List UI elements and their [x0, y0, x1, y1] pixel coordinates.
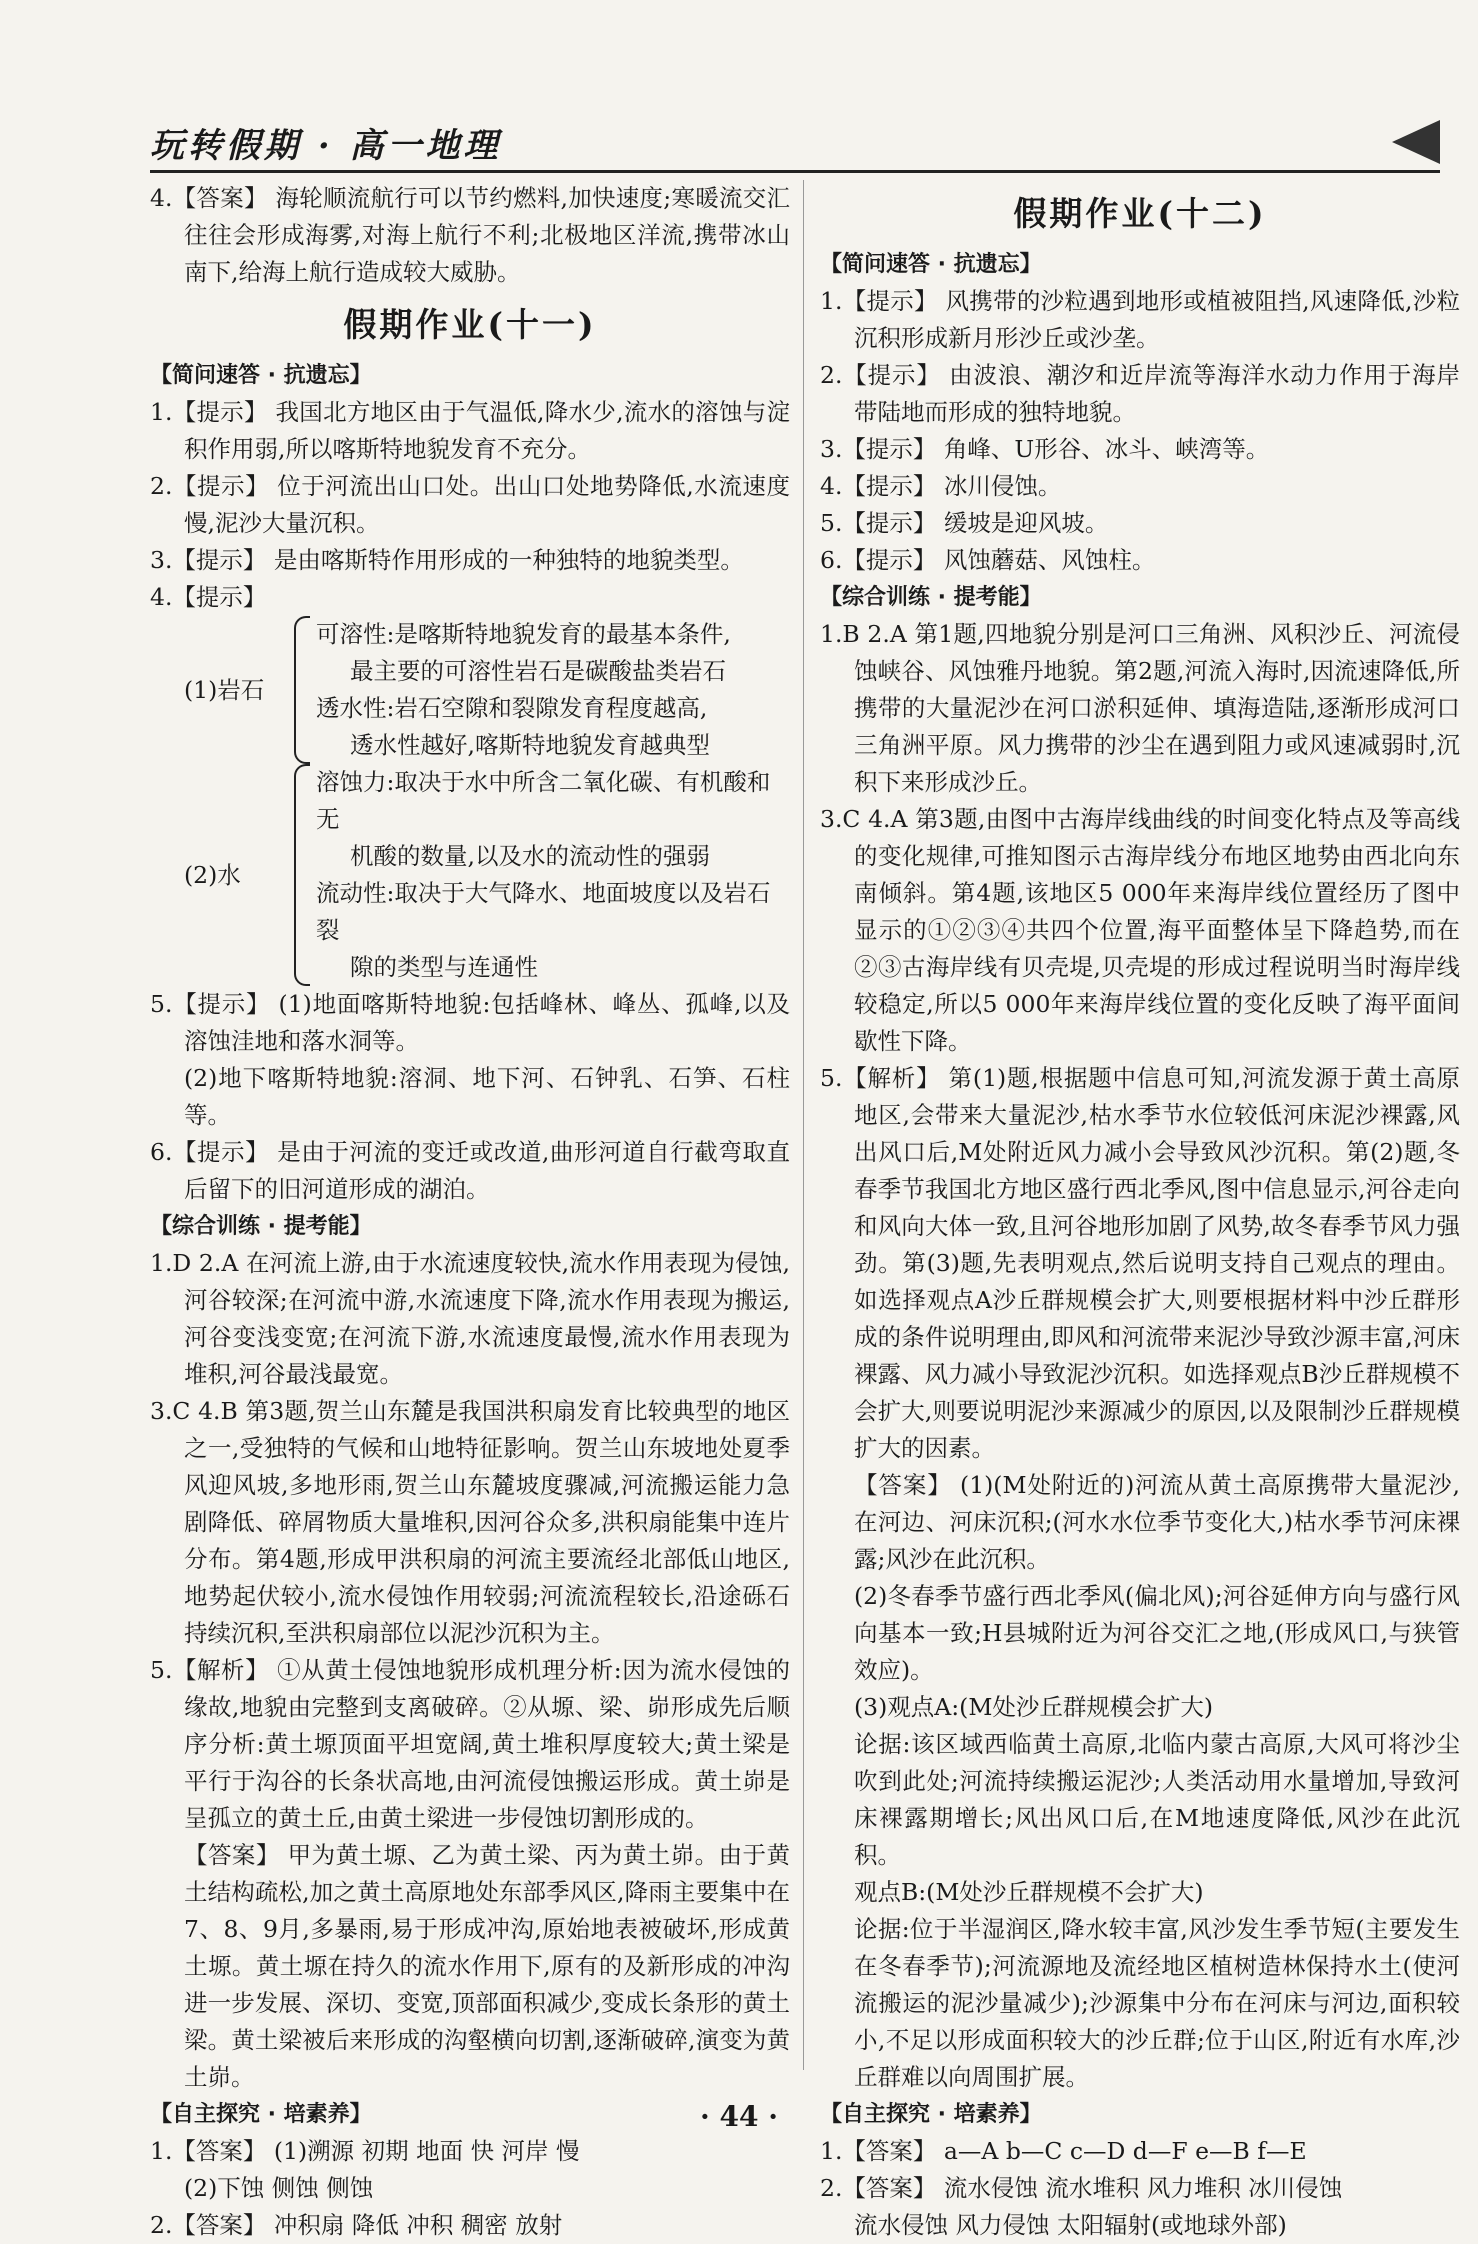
answer-4-top: 4.【答案】 海轮顺流航行可以节约燃料,加快速度;寒暖流交汇往往会形成海雾,对海上航行不利;北极地区洋流,携带冰山南下,给海上航行造成较大威胁。	[150, 184, 790, 286]
hint-3: 3.【提示】 角峰、U形谷、冰斗、峡湾等。	[820, 435, 1270, 463]
subsection-heading: 【自主探究 · 培素养】	[820, 2102, 1042, 2127]
water-line: 隙的类型与连通性	[350, 953, 538, 981]
answer-5: 【答案】 甲为黄土塬、乙为黄土梁、丙为黄土峁。由于黄土结构疏松,加之黄土高原地处东部季风区,降雨主要集中在7、8、9月,多暴雨,易于形成冲沟,原始地表被破坏,形成黄土塬。黄土塬在持久的流水作用下,原有的及新形成的冲沟进一步发展、深切、变宽,顶部面积减少,变成长条形的黄土梁。黄土梁被后来形成的沟壑横向切割,逐渐破碎,演变为黄土峁。	[184, 1841, 790, 2091]
answer-3-4: 3.C 4.B 第3题,贺兰山东麓是我国洪积扇发育比较典型的地区之一,受独特的气候和山地特征影响。贺兰山东坡地处夏季风迎风坡,多地形雨,贺兰山东麓坡度骤减,河流搬运能力急剧降低、碎屑物质大量堆积,因河谷众多,洪积扇能集中连片分布。第4题,形成甲洪积扇的河流主要流经北部低山地区,地势起伏较小,流水侵蚀作用较弱;河流流程较长,沿途砾石持续沉积,至洪积扇部位以泥沙沉积为主。	[150, 1397, 790, 1647]
section-title-11: 假期作业(十一)	[343, 305, 597, 344]
arrow-icon	[1392, 120, 1440, 164]
explore-answer-1: 1.【答案】 a—A b—C c—D d—F e—B f—E	[820, 2137, 1307, 2165]
explore-answer-1-part2: (2)下蚀 侧蚀 侧蚀	[184, 2174, 374, 2202]
explore-answer-2: 2.【答案】 流水侵蚀 流水堆积 风力堆积 冰川侵蚀	[820, 2174, 1343, 2202]
water-brace	[150, 764, 790, 986]
explore-answer-2-part2: 流水侵蚀 风力侵蚀 太阳辐射(或地球外部)	[854, 2211, 1287, 2239]
hint-5: 5.【提示】 (1)地面喀斯特地貌:包括峰林、峰丛、孤峰,以及溶蚀洼地和落水洞等。	[150, 990, 790, 1055]
page-header	[150, 118, 1450, 178]
water-line: 溶蚀力:取决于水中所含二氧化碳、有机酸和无	[316, 768, 771, 833]
subsection-heading: 【简问速答 · 抗遗忘】	[820, 252, 1042, 277]
answer-3-4: 3.C 4.A 第3题,由图中古海岸线曲线的时间变化特点及等高线的变化规律,可推知图示古海岸线分布地区地势由西北向东南倾斜。第4题,该地区5 000年来海岸线位置经历了图中显示的①②③④共四个位置,海平面整体呈下降趋势,而在②③古海岸线有贝壳堤,贝壳堤的形成过程说明当时海岸线较稳定,所以5 000年来海岸线位置的变化反映了海平面间歇性下降。	[820, 805, 1460, 1055]
rock-label: (1)岩石	[184, 675, 265, 704]
analysis-5: 5.【解析】 ①从黄土侵蚀地貌形成机理分析:因为流水侵蚀的缘故,地貌由完整到支离破碎。②从塬、梁、峁形成先后顺序分析:黄土塬顶面平坦宽阔,黄土堆积厚度较大;黄土梁是平行于沟谷的长条状高地,由河流侵蚀搬运形成。黄土峁是呈孤立的黄土丘,由黄土梁进一步侵蚀切割形成的。	[150, 1656, 790, 1832]
answer-1-2: 1.D 2.A 在河流上游,由于水流速度较快,流水作用表现为侵蚀,河谷较深;在河流中游,水流速度下降,流水作用表现为搬运,河谷变浅变宽;在河流下游,水流速度最慢,流水作用表现为堆积,河谷最浅最宽。	[150, 1249, 790, 1388]
subsection-heading: 【自主探究 · 培素养】	[150, 2102, 372, 2127]
answer-5-evidence-b: 论据:位于半湿润区,降水较丰富,风沙发生季节短(主要发生在冬春季节);河流源地及流经地区植树造林保持水土(使河流搬运的泥沙量减少);沙源集中分布在河床与河边,面积较小,不足以形成面积较大的沙丘群;位于山区,附近有水库,沙丘群难以向周围扩展。	[854, 1915, 1460, 2091]
header-rule	[150, 170, 1440, 173]
hint-5: 5.【提示】 缓坡是迎风坡。	[820, 509, 1109, 537]
subsection-heading: 【综合训练 · 提考能】	[150, 1214, 372, 1239]
explore-answer-1: 1.【答案】 (1)溯源 初期 地面 快 河岸 慢	[150, 2137, 580, 2165]
brace-icon	[294, 764, 310, 986]
answer-5: 【答案】 (1)(M处附近的)河流从黄土高原携带大量泥沙,在河边、河床沉积;(河水水位季节变化大,)枯水季节河床裸露;风沙在此沉积。	[854, 1471, 1460, 1573]
header-title: 玩转假期 · 高一地理	[150, 126, 502, 166]
subsection-heading: 【简问速答 · 抗遗忘】	[150, 363, 372, 388]
column-divider	[803, 180, 804, 2070]
hint-6: 6.【提示】 是由于河流的变迁或改道,曲形河道自行截弯取直后留下的旧河道形成的湖泊。	[150, 1138, 790, 1203]
rock-line: 透水性越好,喀斯特地貌发育越典型	[350, 731, 710, 759]
rock-line: 可溶性:是喀斯特地貌发育的最基本条件,	[316, 620, 731, 648]
answer-5-evidence-a: 论据:该区域西临黄土高原,北临内蒙古高原,大风可将沙尘吹到此处;河流持续搬运泥沙;人类活动用水量增加,导致河床裸露期增长;风出风口后,在M地速度降低,风沙在此沉积。	[854, 1730, 1460, 1869]
answer-5-part3: (3)观点A:(M处沙丘群规模会扩大)	[854, 1693, 1214, 1721]
hint-3: 3.【提示】 是由喀斯特作用形成的一种独特的地貌类型。	[150, 546, 744, 574]
hint-2: 2.【提示】 由波浪、潮汐和近岸流等海洋水动力作用于海岸带陆地而形成的独特地貌。	[820, 361, 1460, 426]
hint-4: 4.【提示】 冰川侵蚀。	[820, 472, 1062, 500]
hint-4: 4.【提示】	[150, 583, 267, 611]
left-column	[150, 180, 790, 2244]
hint-1: 1.【提示】 我国北方地区由于气温低,降水少,流水的溶蚀与淀积作用弱,所以喀斯特地貌发育不充分。	[150, 398, 790, 463]
hint-6: 6.【提示】 风蚀蘑菇、风蚀柱。	[820, 546, 1156, 574]
answer-5-view-b: 观点B:(M处沙丘群规模不会扩大)	[854, 1878, 1204, 1906]
section-title-12: 假期作业(十二)	[1013, 194, 1267, 233]
brace-icon	[294, 616, 310, 764]
water-line: 流动性:取决于大气降水、地面坡度以及岩石裂	[316, 879, 771, 944]
water-label: (2)水	[184, 860, 241, 889]
hint-2: 2.【提示】 位于河流出山口处。出山口处地势降低,水流速度慢,泥沙大量沉积。	[150, 472, 790, 537]
analysis-5: 5.【解析】 第(1)题,根据题中信息可知,河流发源于黄土高原地区,会带来大量泥沙,枯水季节水位较低河床泥沙裸露,风出风口后,M处附近风力减小会导致风沙沉积。第(2)题,冬春季节我国北方地区盛行西北季风,图中信息显示,河谷走向和风向大体一致,且河谷地形加剧了风势,故冬春季节风力强劲。第(3)题,先表明观点,然后说明支持自己观点的理由。如选择观点A沙丘群规模会扩大,则要根据材料中沙丘群形成的条件说明理由,即风和河流带来泥沙导致沙源丰富,河床裸露、风力减小导致泥沙沉积。如选择观点B沙丘群规模不会扩大,则要说明泥沙来源减少的原因,以及限制沙丘群规模扩大的因素。	[820, 1064, 1460, 1462]
rock-line: 透水性:岩石空隙和裂隙发育程度越高,	[316, 694, 708, 722]
right-column	[820, 180, 1460, 2244]
water-line: 机酸的数量,以及水的流动性的强弱	[350, 842, 710, 870]
subsection-heading: 【综合训练 · 提考能】	[820, 585, 1042, 610]
answer-1-2: 1.B 2.A 第1题,四地貌分别是河口三角洲、风积沙丘、河流侵蚀峡谷、风蚀雅丹地貌。第2题,河流入海时,因流速降低,所携带的大量泥沙在河口淤积延伸、填海造陆,逐渐形成河口三角洲平原。风力携带的沙尘在遇到阻力或风速减弱时,沉积下来形成沙丘。	[820, 620, 1460, 796]
rock-line: 最主要的可溶性岩石是碳酸盐类岩石	[350, 657, 726, 685]
page-number: · 44 ·	[700, 2100, 778, 2133]
hint-1: 1.【提示】 风携带的沙粒遇到地形或植被阻挡,风速降低,沙粒沉积形成新月形沙丘或沙垄。	[820, 287, 1460, 352]
explore-answer-2: 2.【答案】 冲积扇 降低 冲积 稠密 放射	[150, 2211, 563, 2239]
answer-5-part2: (2)冬春季节盛行西北季风(偏北风);河谷延伸方向与盛行风向基本一致;H县城附近为河谷交汇之地,(形成风口,与狭管效应)。	[854, 1582, 1460, 1684]
hint-5-part2: (2)地下喀斯特地貌:溶洞、地下河、石钟乳、石笋、石柱等。	[184, 1064, 790, 1129]
rock-brace	[150, 616, 790, 764]
